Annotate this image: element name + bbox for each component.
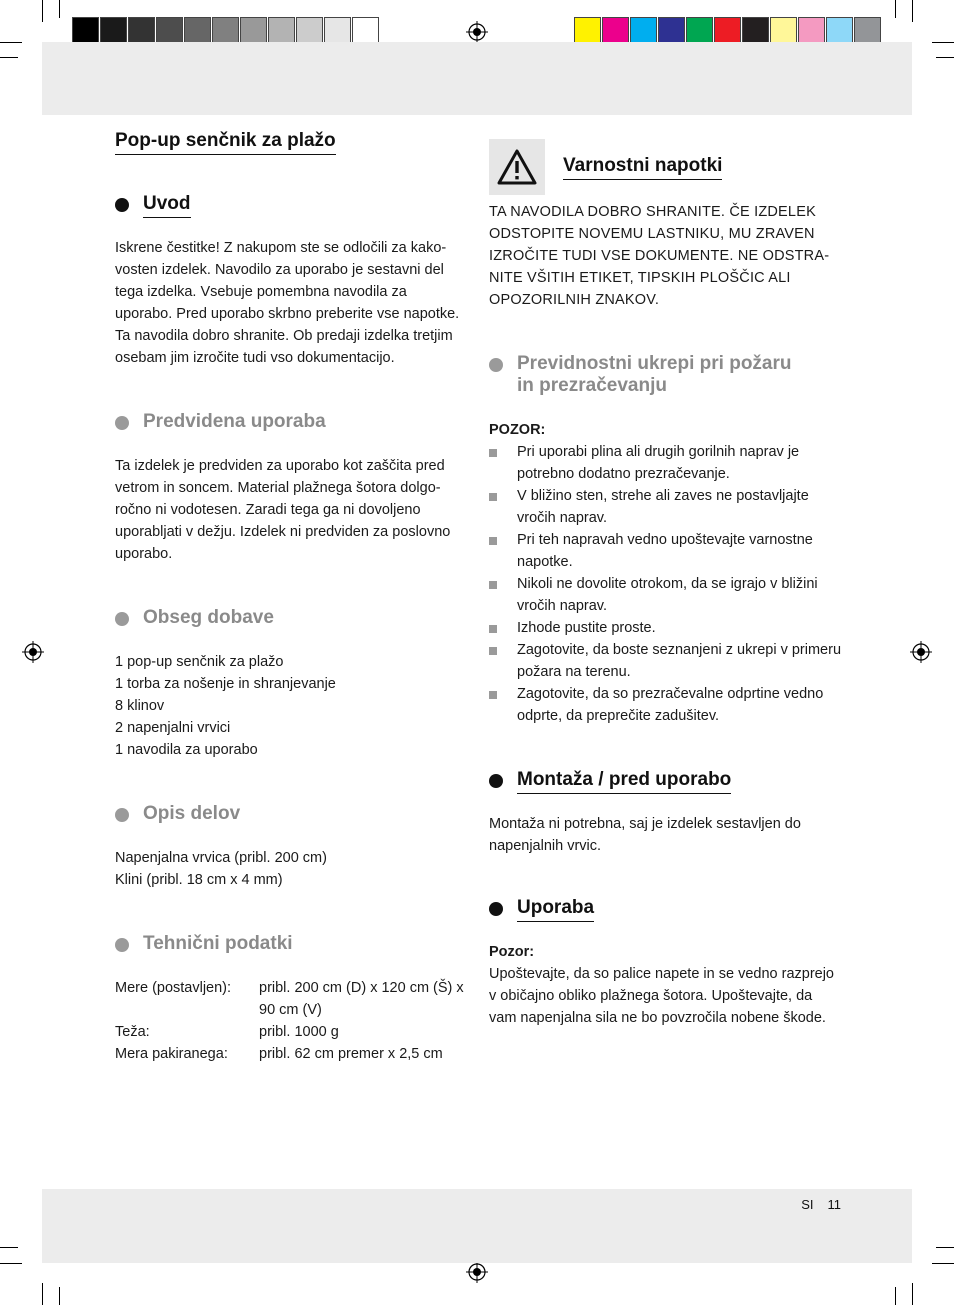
spec-label: Teža: (115, 1024, 150, 1040)
color-swatch (72, 17, 99, 45)
color-swatch (826, 17, 853, 45)
list-item (489, 573, 841, 617)
crop-mark (895, 0, 896, 18)
pozor-label: POZOR: (489, 422, 546, 438)
color-swatch (128, 17, 155, 45)
pozar-bullet-list (489, 441, 841, 727)
crop-mark (912, 0, 913, 22)
color-swatch (184, 17, 211, 45)
list-item-text: Pri uporabi plina ali drugih gorilnih naprav je potrebno dodatno prezračevanje. (517, 444, 800, 482)
square-bullet-icon (489, 493, 497, 501)
color-swatch (714, 17, 741, 45)
pozor-label: Pozor: (489, 944, 535, 960)
list-item-text: Nikoli ne dovolite otrokom, da se igrajo v bližini vročih naprav. (517, 576, 818, 614)
crop-mark (895, 1287, 896, 1305)
section-title: Obseg dobave (143, 607, 274, 628)
color-swatch (658, 17, 685, 45)
section-title: Montaža / pred uporabo (517, 769, 731, 794)
crop-mark (42, 1283, 43, 1305)
section-title: Uvod (143, 193, 191, 218)
bullet-dot-icon (115, 808, 129, 822)
square-bullet-icon (489, 537, 497, 545)
crop-mark (936, 1247, 954, 1248)
spec-table (115, 977, 467, 1065)
color-swatch (742, 17, 769, 45)
section-heading-varnostni (489, 139, 841, 195)
list-item-text: V bližino sten, strehe ali zaves ne postavljajte vročih naprav. (517, 488, 809, 526)
color-swatch (212, 17, 239, 45)
section-heading-pozar (489, 353, 841, 397)
color-swatch (854, 17, 881, 45)
list-item: 1 navodila za uporabo (115, 742, 258, 758)
color-swatch (686, 17, 713, 45)
bullet-dot-icon (115, 416, 129, 430)
page-footer (801, 1197, 841, 1212)
section-title (517, 353, 792, 397)
color-swatch (240, 17, 267, 45)
list-item (489, 529, 841, 573)
square-bullet-icon (489, 581, 497, 589)
bullet-dot-icon (115, 612, 129, 626)
header-band (42, 42, 912, 115)
list-item: 2 napenjalni vrvici (115, 720, 231, 736)
list-item: 1 pop-up senčnik za plažo (115, 654, 284, 670)
registration-mark-icon (22, 641, 44, 663)
warning-icon-box (489, 139, 545, 195)
square-bullet-icon (489, 691, 497, 699)
montaza-text: Montaža ni potrebna, saj je izdelek sestavljen do napenjalnih vrvic. (489, 816, 801, 854)
section-heading-montaza (489, 769, 841, 794)
section-heading-opis (115, 803, 467, 825)
predvidena-text: Ta izdelek je predviden za uporabo kot zaščita pred vetrom in soncem. Material plažnega šotora dolgoročno ni vodotesen. Zaradi tega ga ni dovoljeno uporabljati v dežju. Izdelek ni predviden za poslovno uporabo. (115, 458, 451, 562)
crop-mark (912, 1283, 913, 1305)
spec-label: Mera pakiranega: (115, 1046, 228, 1062)
section-heading-predvidena (115, 411, 467, 433)
page-title: Pop-up senčnik za plažo (115, 130, 336, 155)
spec-value: pribl. 1000 g (259, 1024, 339, 1040)
section-heading-uporaba (489, 897, 841, 922)
list-item-text: Izhode pustite proste. (517, 620, 656, 636)
list-item (489, 441, 841, 485)
square-bullet-icon (489, 625, 497, 633)
section-heading-obseg (115, 607, 467, 629)
color-swatch (296, 17, 323, 45)
footer-band (42, 1189, 912, 1263)
list-item (489, 485, 841, 529)
grey-color-bar (72, 17, 380, 45)
list-item (489, 639, 841, 683)
right-column (489, 139, 841, 1029)
color-swatch (574, 17, 601, 45)
square-bullet-icon (489, 449, 497, 457)
bullet-dot-icon (115, 198, 129, 212)
crop-mark (0, 1263, 22, 1264)
obseg-list (115, 651, 467, 761)
color-swatch (798, 17, 825, 45)
list-item: 8 klinov (115, 698, 165, 714)
color-swatch (770, 17, 797, 45)
process-color-bar (574, 17, 882, 45)
color-swatch (630, 17, 657, 45)
crop-mark (0, 1247, 18, 1248)
left-column (115, 130, 467, 1065)
section-title: Tehnični podatki (143, 933, 293, 954)
crop-mark (42, 0, 43, 22)
list-item-text: Pri teh napravah vedno upoštevajte varnostne napotke. (517, 532, 813, 570)
uporaba-text: Upoštevajte, da so palice napete in se vedno razprejo v običajno obliko plažnega šotora. Upoštevajte, da vam napenjalna sila ne bo povzročila nobene škode. (489, 966, 834, 1026)
section-title-line: in prezračevanju (517, 375, 667, 396)
section-heading-uvod (115, 193, 467, 218)
varnostni-text: TA NAVODILA DOBRO SHRANITE. ČE IZDELEK ODSTOPITE NOVEMU LASTNIKU, MU ZRAVEN IZROČITE TUDI VSE DOKUMENTE. NE ODSTRANITE VŠITIH ETIKET, TIPSKIH PLOŠČIC ALI OPOZORILNIH ZNAKOV. (489, 204, 830, 308)
color-swatch (352, 17, 379, 45)
bullet-dot-icon (115, 938, 129, 952)
list-item: Klini (pribl. 18 cm x 4 mm) (115, 872, 283, 888)
uvod-text: Iskrene čestitke! Z nakupom ste se odločili za kakovosten izdelek. Navodilo za uporabo je sestavni del tega izdelka. Vsebuje pomembna navodila za uporabo. Pred uporabo skrbno preberite vse napotke. Ta navodila dobro shranite. Ob predaji izdelka tretjim osebam jim izročite tudi vso dokumentacijo. (115, 240, 460, 366)
color-swatch (100, 17, 127, 45)
color-swatch (268, 17, 295, 45)
list-item (489, 683, 841, 727)
crop-mark (932, 1263, 954, 1264)
bullet-dot-icon (489, 774, 503, 788)
color-swatch (324, 17, 351, 45)
registration-mark-icon (910, 641, 932, 663)
bullet-dot-icon (489, 902, 503, 916)
section-heading-tehnicni (115, 933, 467, 955)
section-title: Uporaba (517, 897, 594, 922)
spec-label: Mere (postavljen): (115, 980, 232, 996)
spec-value: pribl. 62 cm premer x 2,5 cm (259, 1046, 443, 1062)
section-title-line: Previdnostni ukrepi pri požaru (517, 353, 792, 374)
color-swatch (602, 17, 629, 45)
section-title: Predvidena uporaba (143, 411, 326, 432)
spec-value: pribl. 200 cm (D) x 120 cm (Š) x 90 cm (V) (259, 980, 464, 1018)
registration-mark-icon (466, 1261, 488, 1283)
list-item (489, 617, 841, 639)
square-bullet-icon (489, 647, 497, 655)
page-number: 11 (827, 1197, 841, 1212)
section-title: Varnostni napotki (563, 155, 722, 180)
crop-mark (0, 57, 18, 58)
color-swatch (156, 17, 183, 45)
warning-triangle-icon (497, 149, 537, 185)
crop-mark (932, 42, 954, 43)
bullet-dot-icon (489, 358, 503, 372)
list-item: 1 torba za nošenje in shranjevanje (115, 676, 336, 692)
crop-mark (59, 0, 60, 18)
registration-mark-icon (466, 21, 488, 43)
crop-mark (936, 57, 954, 58)
language-code: SI (801, 1197, 814, 1212)
section-title: Opis delov (143, 803, 241, 824)
list-item: Napenjalna vrvica (pribl. 200 cm) (115, 850, 327, 866)
opis-list (115, 847, 467, 891)
crop-mark (59, 1287, 60, 1305)
list-item-text: Zagotovite, da boste seznanjeni z ukrepi v primeru požara na terenu. (517, 642, 842, 680)
crop-mark (0, 42, 22, 43)
list-item-text: Zagotovite, da so prezračevalne odprtine vedno odprte, da preprečite zadušitev. (517, 686, 824, 724)
